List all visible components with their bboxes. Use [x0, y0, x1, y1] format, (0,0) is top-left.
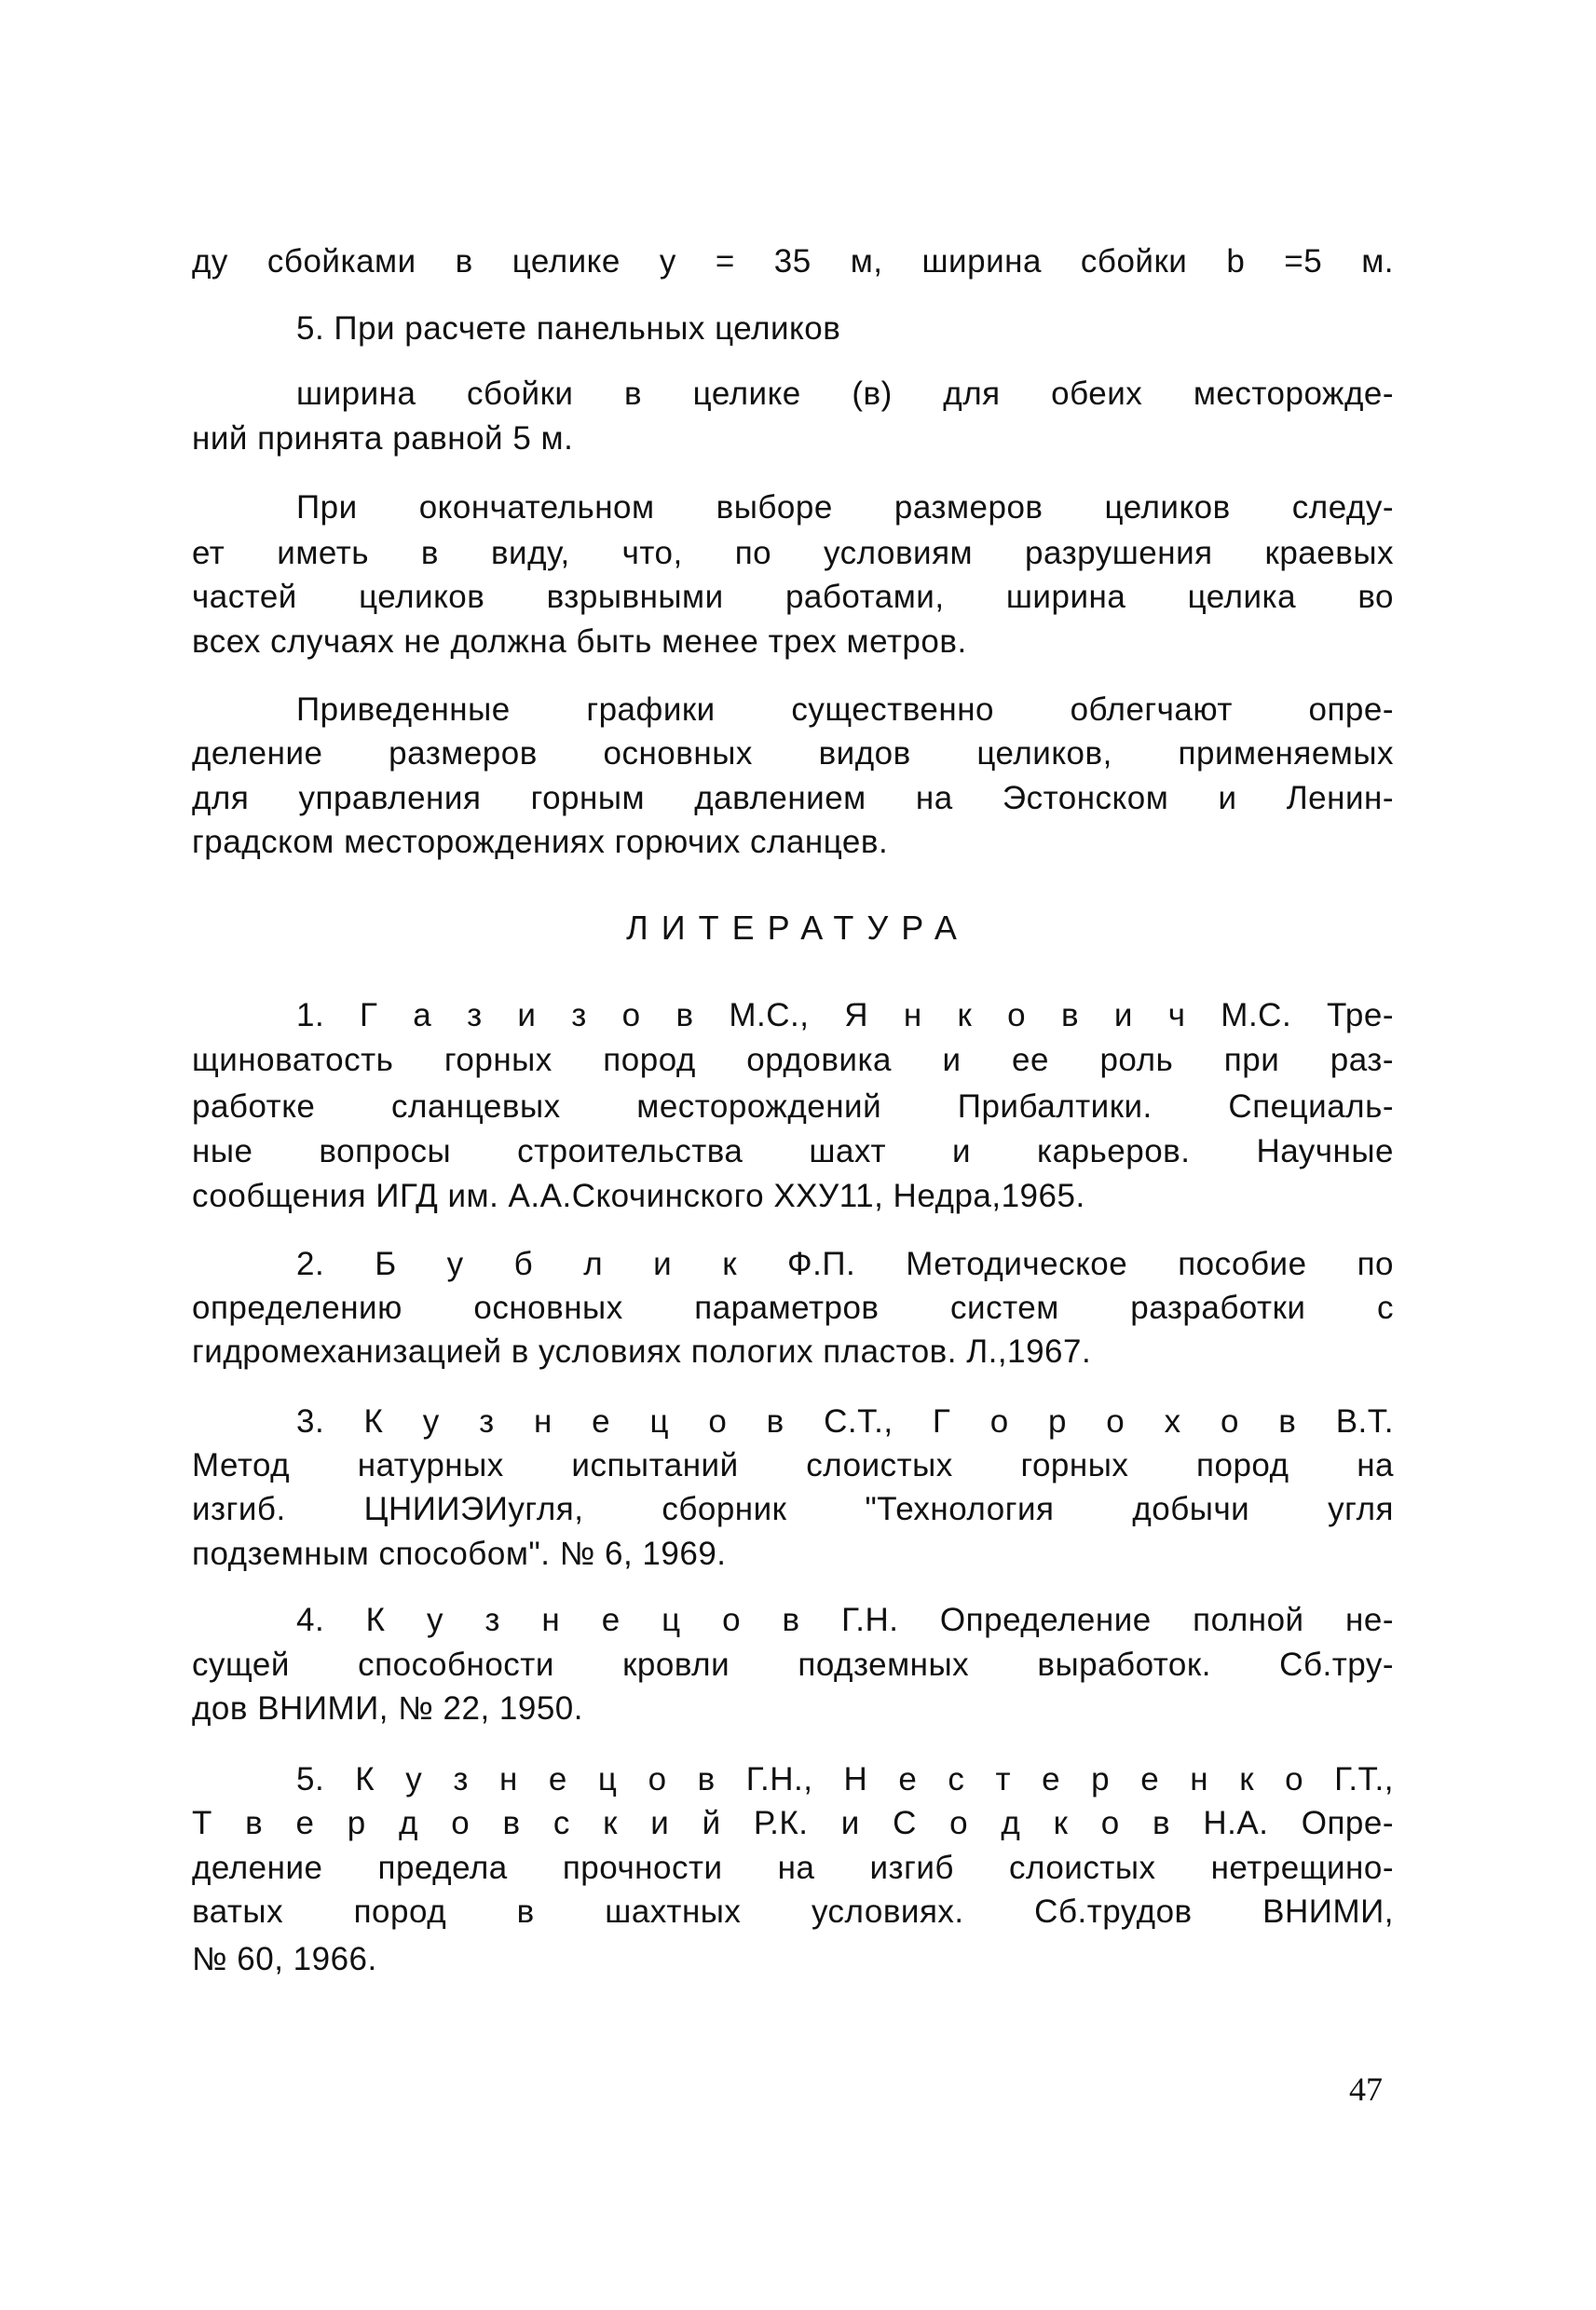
- reference-line: работке сланцевых месторождений Прибалтики. Специаль-: [192, 1088, 1394, 1125]
- reference-line: 4. К у з н е ц о в Г.Н. Определение полной не-: [296, 1602, 1394, 1638]
- page-number: 47: [1349, 2071, 1383, 2108]
- text-line: деление размеров основных видов целиков, применяемых: [192, 735, 1394, 772]
- reference-line: щиноватость горных пород ордовика и ее роль при раз-: [192, 1042, 1394, 1078]
- text-line: При окончательном выборе размеров целиков следу-: [296, 489, 1394, 526]
- reference-line: подземным способом". № 6, 1969.: [192, 1536, 727, 1572]
- reference-line: дов ВНИМИ, № 22, 1950.: [192, 1690, 583, 1727]
- text-line: ду сбойками в целике у = 35 м, ширина сбойки b =5 м.: [192, 243, 1394, 280]
- text-line: ет иметь в виду, что, по условиям разрушения краевых: [192, 535, 1394, 571]
- reference-line: ные вопросы строительства шахт и карьеров. Научные: [192, 1133, 1394, 1169]
- reference-line: определению основных параметров систем разработки с: [192, 1290, 1394, 1326]
- text-line: всех случаях не должна быть менее трех метров.: [192, 623, 967, 660]
- reference-line: сущей способности кровли подземных выработок. Сб.тру-: [192, 1647, 1394, 1683]
- reference-line: Т в е р д о в с к и й Р.К. и С о д к о в Н.А. Опре-: [192, 1805, 1394, 1841]
- reference-line: 2. Б у б л и к Ф.П. Методическое пособие по: [296, 1246, 1394, 1282]
- reference-line: 1. Г а з и з о в М.С., Я н к о в и ч М.С. Тре-: [296, 997, 1394, 1033]
- reference-line: деление предела прочности на изгиб слоистых нетрещино-: [192, 1850, 1394, 1886]
- text-line: Приведенные графики существенно облегчают опре-: [296, 691, 1394, 728]
- reference-line: № 60, 1966.: [192, 1941, 377, 1977]
- reference-line: 5. К у з н е ц о в Г.Н., Н е с т е р е н к о Г.Т.,: [296, 1761, 1394, 1797]
- text-line: частей целиков взрывными работами, ширина целика во: [192, 579, 1394, 615]
- text-line: 5. При расчете панельных целиков: [296, 310, 841, 347]
- text-line: ширина сбойки в целике (в) для обеих месторожде-: [296, 376, 1394, 412]
- reference-line: Метод натурных испытаний слоистых горных пород на: [192, 1447, 1394, 1483]
- reference-line: 3. К у з н е ц о в С.Т., Г о р о х о в В.Т.: [296, 1403, 1394, 1440]
- reference-line: ватых пород в шахтных условиях. Сб.трудов ВНИМИ,: [192, 1893, 1394, 1930]
- text-line: для управления горным давлением на Эстонском и Ленин-: [192, 780, 1394, 816]
- text-line: градском месторождениях горючих сланцев.: [192, 824, 889, 860]
- references-heading: ЛИТЕРАТУРА: [626, 909, 970, 947]
- reference-line: сообщения ИГД им. А.А.Скочинского ХХУ11, Недра,1965.: [192, 1178, 1085, 1214]
- reference-line: изгиб. ЦНИИЭИугля, сборник "Технология добычи угля: [192, 1491, 1394, 1527]
- text-line: ний принята равной 5 м.: [192, 420, 574, 457]
- reference-line: гидромеханизацией в условиях пологих пластов. Л.,1967.: [192, 1333, 1092, 1370]
